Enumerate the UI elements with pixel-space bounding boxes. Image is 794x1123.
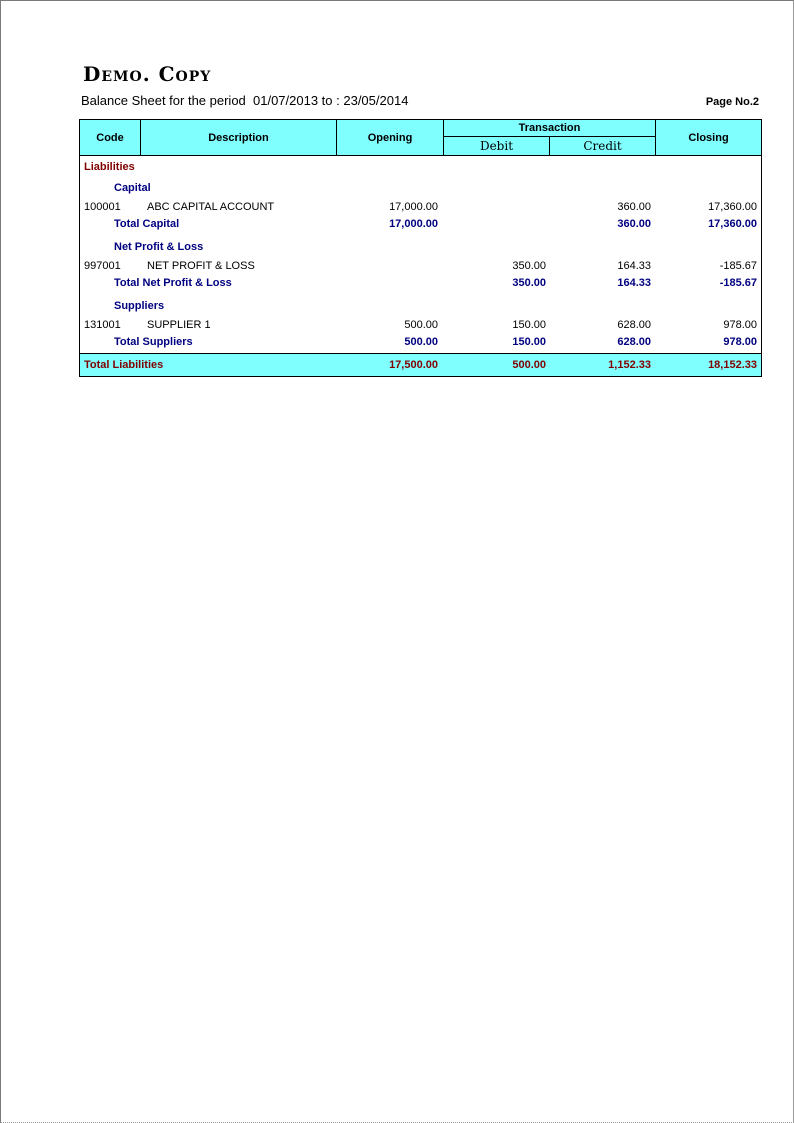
section-total-debit: 150.00	[512, 336, 546, 348]
account-description: ABC CAPITAL ACCOUNT	[147, 201, 275, 213]
section-total-credit: 164.33	[617, 277, 651, 289]
account-description: NET PROFIT & LOSS	[147, 260, 255, 272]
account-code: 997001	[84, 260, 121, 272]
column-header-transaction: Transaction	[444, 120, 656, 137]
column-header-debit: Debit	[444, 137, 550, 156]
section-total-label: Total Suppliers	[114, 336, 193, 348]
grand-total-label: Total Liabilities	[84, 359, 164, 371]
balance-sheet-table	[79, 119, 762, 377]
account-credit: 628.00	[617, 319, 651, 331]
section-title: Net Profit & Loss	[114, 241, 204, 253]
section-title: Capital	[114, 182, 151, 194]
account-credit: 164.33	[617, 260, 651, 272]
column-header-credit: Credit	[550, 137, 656, 156]
section-title: Suppliers	[114, 300, 165, 312]
account-description: SUPPLIER 1	[147, 319, 211, 331]
account-code: 100001	[84, 201, 121, 213]
section-total-closing: 17,360.00	[708, 218, 757, 230]
section-total-label: Total Capital	[114, 218, 180, 230]
account-closing: -185.67	[719, 260, 757, 272]
grand-total-credit: 1,152.33	[608, 359, 651, 371]
report-title: Balance Sheet for the period 01/07/2013 to : 23/05/2014	[81, 93, 409, 108]
section-total-credit: 360.00	[617, 218, 651, 230]
section-total-credit: 628.00	[617, 336, 651, 348]
grand-total-closing: 18,152.33	[708, 359, 757, 371]
account-debit: 150.00	[512, 319, 546, 331]
column-header-opening: Opening	[337, 120, 444, 156]
account-credit: 360.00	[617, 201, 651, 213]
account-opening: 500.00	[404, 319, 438, 331]
page-number: Page No.2	[705, 96, 759, 108]
grand-total-opening: 17,500.00	[389, 359, 438, 371]
company-name: Demo. Copy	[83, 62, 212, 86]
column-header-description: Description	[141, 120, 337, 156]
account-closing: 978.00	[723, 319, 757, 331]
group-title: Liabilities	[84, 161, 135, 173]
column-header-code: Code	[80, 120, 141, 156]
section-total-opening: 500.00	[404, 336, 438, 348]
section-total-debit: 350.00	[512, 277, 546, 289]
section-total-closing: 978.00	[723, 336, 757, 348]
section-total-closing: -185.67	[719, 277, 757, 289]
account-code: 131001	[84, 319, 121, 331]
account-opening: 17,000.00	[389, 201, 438, 213]
section-total-label: Total Net Profit & Loss	[114, 277, 232, 289]
grand-total-debit: 500.00	[512, 359, 546, 371]
column-header-closing: Closing	[656, 120, 761, 156]
grand-total-row	[80, 353, 761, 376]
account-debit: 350.00	[512, 260, 546, 272]
account-closing: 17,360.00	[708, 201, 757, 213]
section-total-opening: 17,000.00	[389, 218, 438, 230]
